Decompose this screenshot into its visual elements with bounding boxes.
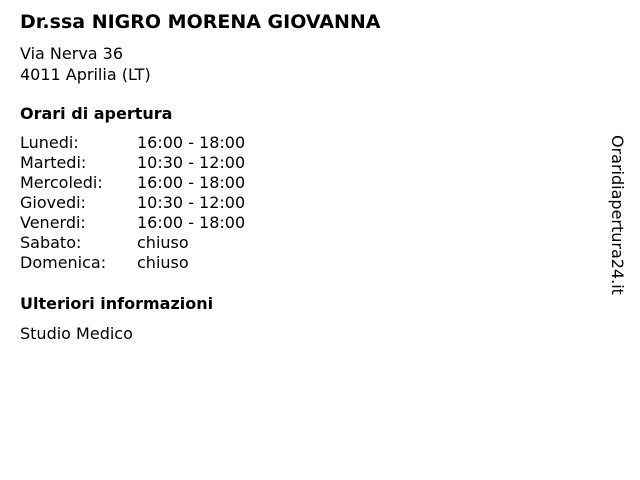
opening-hours-table [20,133,245,273]
time-value: 16:00 - 18:00 [137,173,246,192]
time-value: 16:00 - 18:00 [137,133,246,152]
hours-row-wednesday [20,173,245,193]
day-label: Venerdi: [20,213,86,232]
time-value: chiuso [137,233,189,252]
time-value: 16:00 - 18:00 [137,213,246,232]
hours-row-sunday [20,253,245,273]
day-label: Mercoledi: [20,173,103,192]
day-label: Sabato: [20,233,82,252]
address-street: Via Nerva 36 [20,44,124,63]
time-value: 10:30 - 12:00 [137,153,246,172]
day-label: Lunedi: [20,133,79,152]
hours-row-thursday [20,193,245,213]
hours-row-tuesday [20,153,245,173]
day-label: Domenica: [20,253,107,272]
time-value: 10:30 - 12:00 [137,193,246,212]
address-city: 4011 Aprilia (LT) [20,65,151,84]
address-block [20,43,151,85]
site-watermark: Oraridiapertura24.it [608,135,627,295]
more-info-heading: Ulteriori informazioni [20,294,214,313]
hours-row-friday [20,213,245,233]
more-info-text: Studio Medico [20,324,133,343]
hours-row-saturday [20,233,245,253]
hours-row-monday [20,133,245,153]
opening-hours-heading: Orari di apertura [20,104,173,123]
time-value: chiuso [137,253,189,272]
page-title: Dr.ssa NIGRO MORENA GIOVANNA [20,11,381,33]
day-label: Giovedi: [20,193,86,212]
day-label: Martedi: [20,153,87,172]
